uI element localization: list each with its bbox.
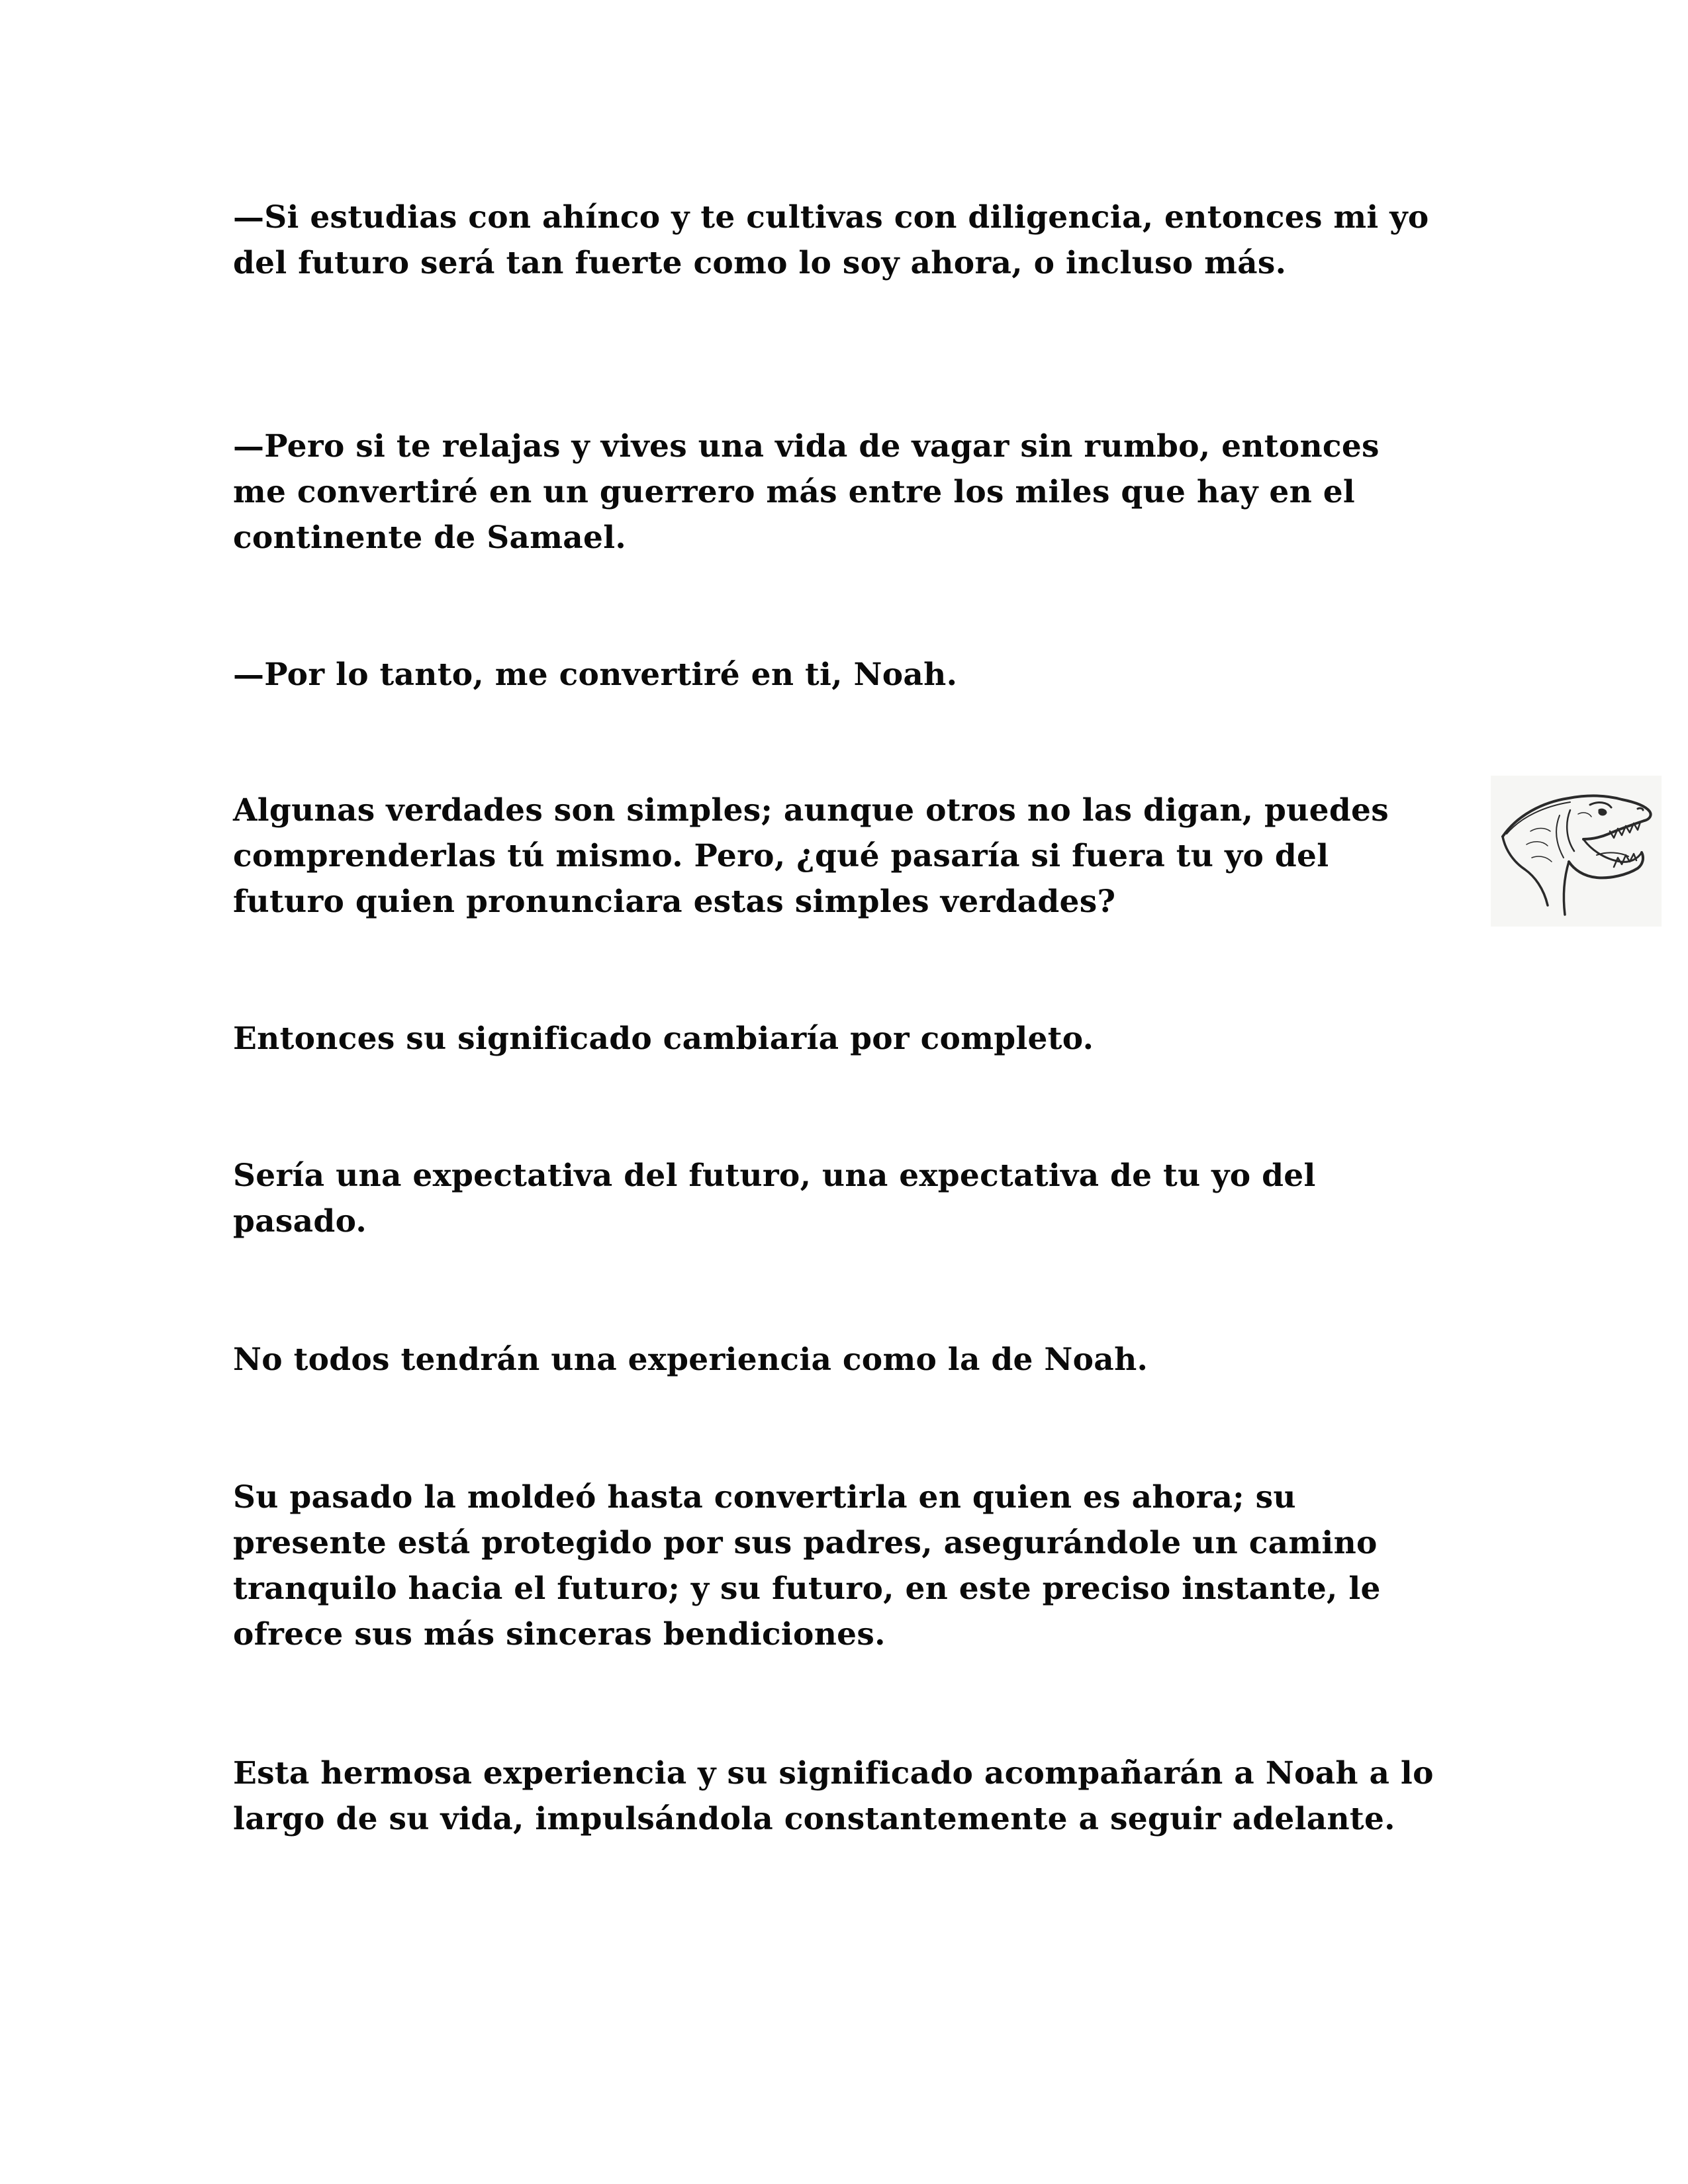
paragraph-1: —Si estudias con ahínco y te cultivas con diligencia, entonces mi yo del futuro será tan fuerte como lo soy ahora, o incluso más. [233, 199, 1429, 281]
paragraph-7: No todos tendrán una experiencia como la de Noah. [233, 1342, 1149, 1378]
paragraph-9: Esta hermosa experiencia y su significado acompañarán a Noah a lo largo de su vida, impulsándola constantemente a seguir adelante. [233, 1755, 1434, 1837]
paragraph-6: Sería una expectativa del futuro, una expectativa de tu yo del pasado. [233, 1158, 1316, 1240]
paragraph-8: Su pasado la moldeó hasta convertirla en quien es ahora; su presente está protegido por sus padres, asegurándole un camino tranquilo hacia el futuro; y su futuro, en este preciso instante, le ofrece sus más sinceras bendiciones. [233, 1479, 1381, 1653]
paragraph-4: Algunas verdades son simples; aunque otros no las digan, puedes comprenderlas tú mismo. Pero, ¿qué pasaría si fuera tu yo del futuro quien pronunciara estas simples verdades? [233, 792, 1389, 920]
dinosaur-head-sketch-icon [1491, 776, 1662, 927]
paragraph-3: —Por lo tanto, me convertiré en ti, Noah. [233, 657, 958, 693]
paragraph-2: —Pero si te relajas y vives una vida de vagar sin rumbo, entonces me convertiré en un guerrero más entre los miles que hay en el continente de Samael. [233, 428, 1380, 556]
paragraph-5: Entonces su significado cambiaría por completo. [233, 1021, 1094, 1057]
